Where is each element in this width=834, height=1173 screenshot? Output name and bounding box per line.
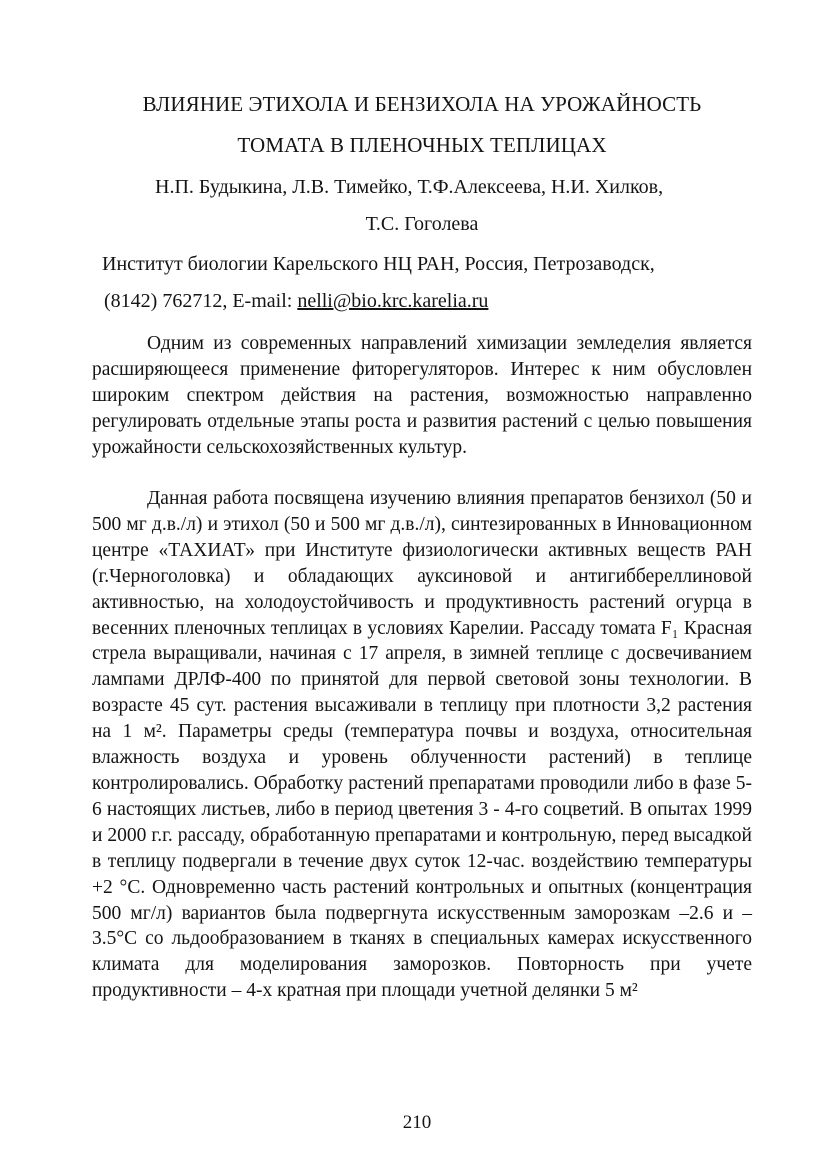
- authors-line-1: Н.П. Будыкина, Л.В. Тимейко, Т.Ф.Алексеева, Н.И. Хилков,: [155, 176, 664, 198]
- body-paragraph-2: Данная работа посвящена изучению влияния препаратов бензихол (50 и 500 мг д.в./л) и этихол (50 и 500 мг д.в./л), синтезированных в Инновационном центре «ТАХИАТ» при Институте физиологически активных веществ РАН (г.Черноголовка) и обладающих ауксиновой и антигиббереллиновой активностью, на холодоустойчивость и продуктивность растений огурца в весенних пленочных теплицах в условиях Карелии. Рассаду томата F₁ Красная стрела выращивали, начиная с 17 апреля, в зимней теплице с досвечиванием лампами ДРЛФ-400 по принятой для первой световой зоны технологии. В возрасте 45 сут. растения высаживали в теплицу при плотности 3,2 растения на 1 м². Параметры среды (температура почвы и воздуха, относительная влажность воздуха и уровень облученности растений) в теплице контролировались. Обработку растений препаратами проводили либо в фазе 5-6 настоящих листьев, либо в период цветения 3 - 4-го соцветий. В опытах 1999 и 2000 г.г. рассаду, обработанную препаратами и контрольную, перед высадкой в теплицу подвергали в течение двух суток 12-час. воздействию температуры +2 °С. Одновременно часть растений контрольных и опытных (концентрация 500 мг/л) вариантов была подвергнута искусственным заморозкам –2.6 и –3.5°С со льдообразованием в тканях в специальных камерах искусственного климата для моделирования заморозков. Повторность при учете продуктивности – 4-х кратная при площади учетной делянки 5 м²: [92, 488, 752, 1002]
- paper-title-line-1: ВЛИЯНИЕ ЭТИХОЛА И БЕНЗИХОЛА НА УРОЖАЙНОСТЬ: [142, 92, 702, 116]
- phone-text: (8142) 762712, E-mail:: [104, 290, 298, 312]
- authors-line-2: Т.С. Гоголева: [365, 213, 479, 235]
- email-link[interactable]: nelli@bio.krc.karelia.ru: [297, 290, 489, 312]
- paper-title-line-2: ТОМАТА В ПЛЕНОЧНЫХ ТЕПЛИЦАХ: [237, 133, 607, 157]
- page-number: 210: [402, 1112, 432, 1133]
- body-paragraph-1: Одним из современных направлений химизации земледелия является расширяющееся применение фиторегуляторов. Интерес к ним обусловлен широким спектром действия на растения, возможностью направленно регулировать отдельные этапы роста и развития растений с целью повышения урожайности сельскохозяйственных культур.: [92, 333, 752, 458]
- affiliation: Институт биологии Карельского НЦ РАН, Россия, Петрозаводск,: [102, 253, 655, 275]
- contact-line: [104, 291, 704, 311]
